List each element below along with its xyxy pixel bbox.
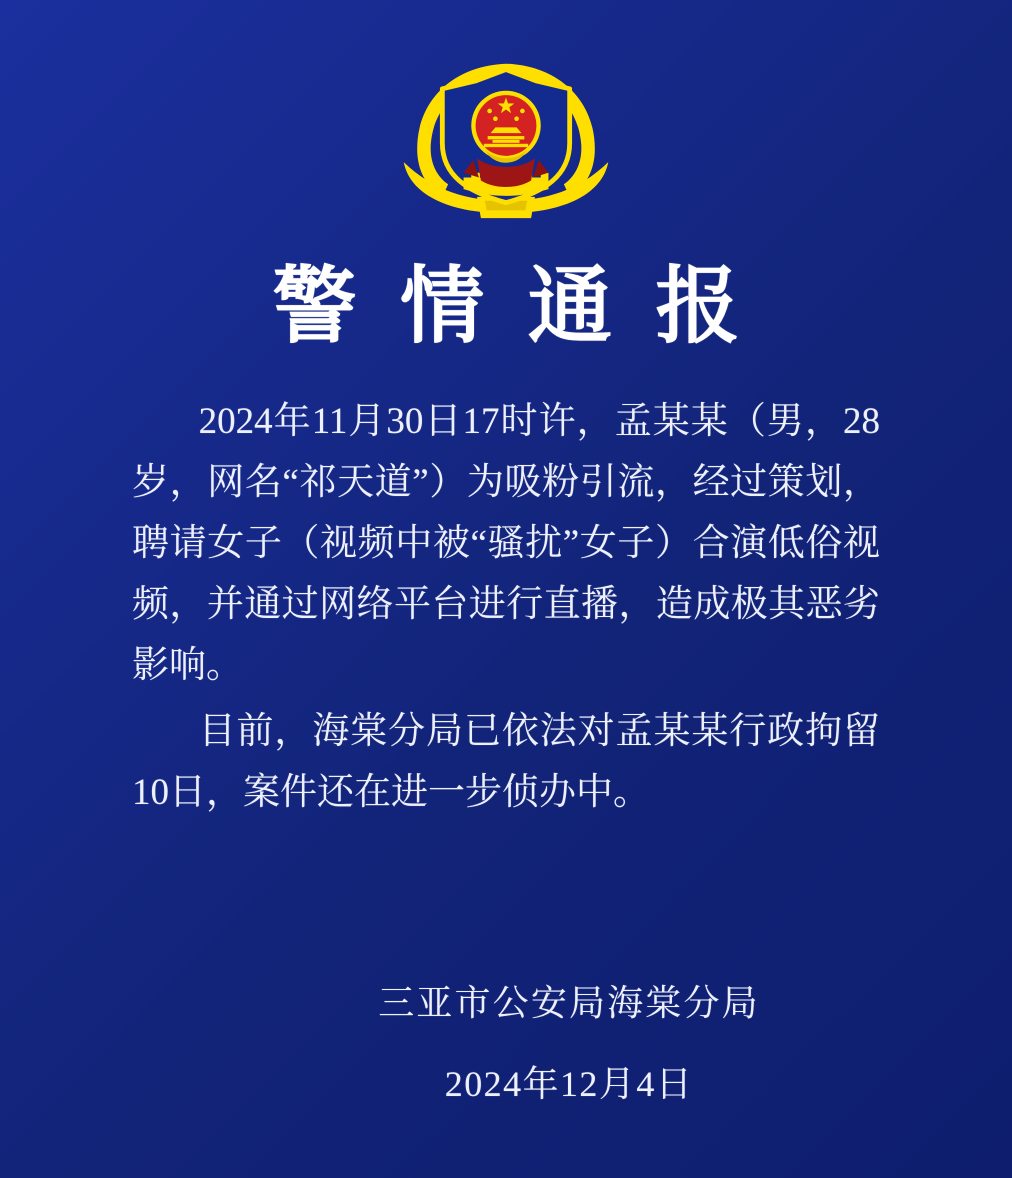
notice-date: 2024年12月4日	[444, 1063, 694, 1104]
notice-footer	[0, 975, 1012, 1107]
issuing-authority: 三亚市公安局海棠分局	[378, 982, 760, 1023]
police-badge-icon	[388, 56, 624, 220]
notice-paragraph-2: 目前，海棠分局已依法对孟某某行政拘留10日，案件还在进一步侦办中。	[132, 710, 880, 813]
emblem-container	[0, 56, 1012, 220]
notice-body	[0, 391, 1012, 823]
notice-paragraph-1: 2024年11月30日17时许，孟某某（男，28岁，网名“祁天道”）为吸粉引流，经过策划，聘请女子（视频中被“骚扰”女子）合演低俗视频，并通过网络平台进行直播，造成极其恶劣影响。	[132, 400, 880, 686]
notice-title: 警情通报	[272, 261, 784, 354]
